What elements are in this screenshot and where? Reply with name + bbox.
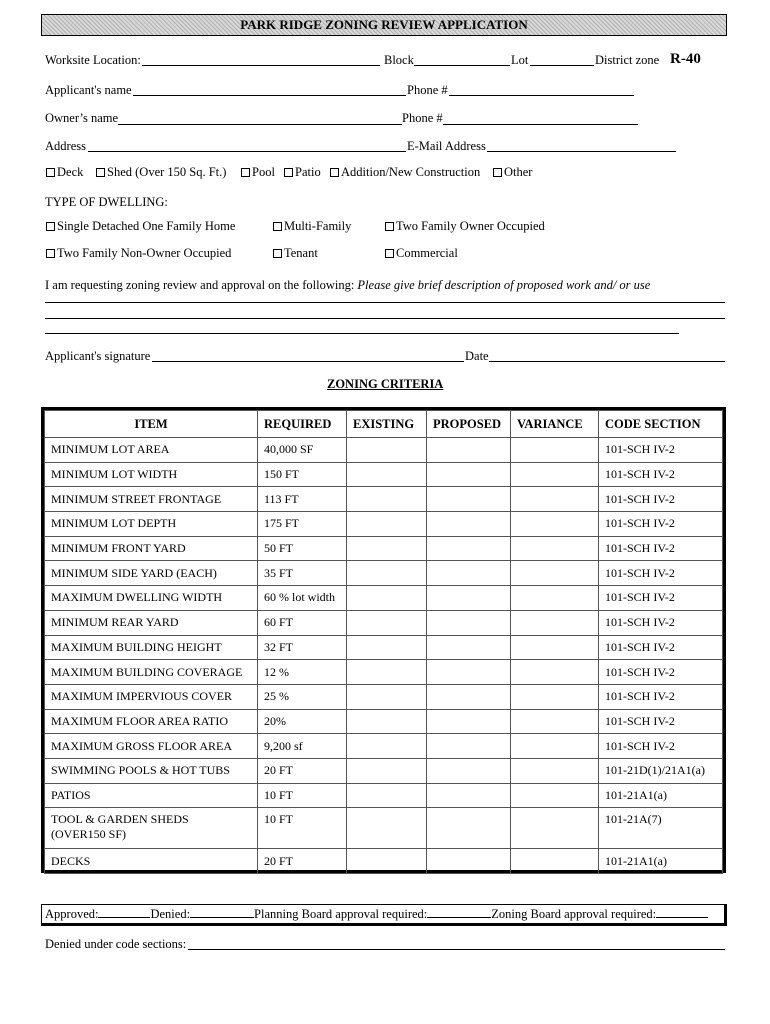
checkbox-commercial[interactable]: Commercial <box>385 246 458 261</box>
checkbox-icon <box>284 168 293 177</box>
zoning-criteria-table <box>41 407 726 873</box>
checkbox-icon <box>385 249 394 258</box>
applicant-name-field[interactable] <box>133 95 406 96</box>
checkbox-icon <box>330 168 339 177</box>
table-row <box>45 561 723 586</box>
table-row <box>45 709 723 734</box>
zoning-board-field[interactable] <box>656 906 708 918</box>
table-row <box>45 684 723 709</box>
date-label: Date <box>465 349 489 363</box>
code-section-cell: 101-SCH IV-2 <box>599 462 723 487</box>
item-cell: MINIMUM FRONT YARD <box>45 536 258 561</box>
owner-phone-field[interactable] <box>443 124 638 125</box>
variance-cell[interactable] <box>511 849 599 874</box>
proposed-cell[interactable] <box>427 610 511 635</box>
checkbox-icon <box>273 249 282 258</box>
worksite-label: Worksite Location: <box>45 53 141 67</box>
item-cell: MAXIMUM DWELLING WIDTH <box>45 586 258 611</box>
existing-cell[interactable] <box>347 512 427 537</box>
checkbox-shed[interactable]: Shed (Over 150 Sq. Ft.) <box>96 165 226 180</box>
variance-cell[interactable] <box>511 512 599 537</box>
district-zone-label: District zone <box>595 53 660 67</box>
code-section-cell: 101-SCH IV-2 <box>599 512 723 537</box>
column-header-proposed: PROPOSED <box>427 411 511 438</box>
existing-cell[interactable] <box>347 536 427 561</box>
dwelling-type-label: TYPE OF DWELLING: <box>45 195 168 209</box>
existing-cell[interactable] <box>347 635 427 660</box>
table-row <box>45 783 723 808</box>
code-section-cell: 101-SCH IV-2 <box>599 438 723 463</box>
code-section-cell: 101-SCH IV-2 <box>599 709 723 734</box>
applicant-phone-label: Phone # <box>407 83 448 97</box>
checkbox-icon <box>46 222 55 231</box>
variance-cell[interactable] <box>511 536 599 561</box>
proposed-cell[interactable] <box>427 487 511 512</box>
code-section-cell: 101-21A1(a) <box>599 783 723 808</box>
email-label: E-Mail Address <box>407 139 486 153</box>
lot-label: Lot <box>511 53 529 67</box>
table-row <box>45 635 723 660</box>
table-row <box>45 734 723 759</box>
denied-code-field[interactable] <box>188 949 725 950</box>
planning-board-label: Planning Board approval required: <box>254 907 428 921</box>
table-row <box>45 536 723 561</box>
required-cell: 20 FT <box>258 849 347 874</box>
item-cell: SWIMMING POOLS & HOT TUBS <box>45 758 258 783</box>
code-section-cell: 101-SCH IV-2 <box>599 635 723 660</box>
item-cell: MAXIMUM GROSS FLOOR AREA <box>45 734 258 759</box>
item-cell: MINIMUM LOT WIDTH <box>45 462 258 487</box>
column-header-existing: EXISTING <box>347 411 427 438</box>
date-field[interactable] <box>489 361 725 362</box>
required-cell: 113 FT <box>258 487 347 512</box>
item-cell: MAXIMUM BUILDING HEIGHT <box>45 635 258 660</box>
checkbox-pool[interactable]: Pool <box>241 165 275 180</box>
required-cell: 10 FT <box>258 783 347 808</box>
required-cell: 32 FT <box>258 635 347 660</box>
existing-cell[interactable] <box>347 586 427 611</box>
checkbox-icon <box>96 168 105 177</box>
table-row <box>45 586 723 611</box>
checkbox-icon <box>46 249 55 258</box>
request-hint: Please give brief description of proposed work and/ or use <box>357 278 651 292</box>
item-cell: MINIMUM STREET FRONTAGE <box>45 487 258 512</box>
code-section-cell: 101-SCH IV-2 <box>599 561 723 586</box>
code-section-cell: 101-SCH IV-2 <box>599 610 723 635</box>
proposed-cell[interactable] <box>427 709 511 734</box>
existing-cell[interactable] <box>347 808 427 849</box>
variance-cell[interactable] <box>511 635 599 660</box>
code-section-cell: 101-SCH IV-2 <box>599 660 723 685</box>
required-cell: 20% <box>258 709 347 734</box>
code-section-cell: 101-SCH IV-2 <box>599 734 723 759</box>
worksite-field[interactable] <box>142 65 380 66</box>
required-cell: 12 % <box>258 660 347 685</box>
item-cell: MAXIMUM IMPERVIOUS COVER <box>45 684 258 709</box>
item-cell: MINIMUM LOT DEPTH <box>45 512 258 537</box>
district-zone-value: R-40 <box>670 51 701 67</box>
required-cell: 60 % lot width <box>258 586 347 611</box>
checkbox-icon <box>273 222 282 231</box>
description-line-1[interactable] <box>45 302 725 303</box>
existing-cell[interactable] <box>347 709 427 734</box>
checkbox-single-family[interactable]: Single Detached One Family Home <box>46 219 235 234</box>
checkbox-deck[interactable]: Deck <box>46 165 83 180</box>
proposed-cell[interactable] <box>427 561 511 586</box>
variance-cell[interactable] <box>511 438 599 463</box>
code-section-cell: 101-21D(1)/21A1(a) <box>599 758 723 783</box>
address-field[interactable] <box>88 151 406 152</box>
denied-field[interactable] <box>190 906 254 918</box>
variance-cell[interactable] <box>511 684 599 709</box>
code-section-cell: 101-SCH IV-2 <box>599 487 723 512</box>
owner-name-label: Owner’s name <box>45 111 119 125</box>
checkbox-patio[interactable]: Patio <box>284 165 321 180</box>
required-cell: 35 FT <box>258 561 347 586</box>
required-cell: 10 FT <box>258 808 347 849</box>
block-field[interactable] <box>414 65 510 66</box>
required-cell: 175 FT <box>258 512 347 537</box>
column-header-variance: VARIANCE <box>511 411 599 438</box>
lot-field[interactable] <box>530 65 594 66</box>
proposed-cell[interactable] <box>427 684 511 709</box>
approved-field[interactable] <box>98 906 150 918</box>
proposed-cell[interactable] <box>427 635 511 660</box>
table-row <box>45 462 723 487</box>
signature-field[interactable] <box>152 361 464 362</box>
table-row <box>45 808 723 849</box>
existing-cell[interactable] <box>347 684 427 709</box>
variance-cell[interactable] <box>511 660 599 685</box>
proposed-cell[interactable] <box>427 438 511 463</box>
variance-cell[interactable] <box>511 462 599 487</box>
applicant-name-label: Applicant's name <box>45 83 132 97</box>
item-cell: DECKS <box>45 849 258 874</box>
denied-label: Denied: <box>150 907 191 921</box>
table-row <box>45 849 723 874</box>
table-header-row <box>45 411 723 438</box>
item-cell: MINIMUM SIDE YARD (EACH) <box>45 561 258 586</box>
existing-cell[interactable] <box>347 561 427 586</box>
table-row <box>45 512 723 537</box>
proposed-cell[interactable] <box>427 660 511 685</box>
proposed-cell[interactable] <box>427 758 511 783</box>
proposed-cell[interactable] <box>427 586 511 611</box>
owner-phone-label: Phone # <box>402 111 443 125</box>
denied-code-label: Denied under code sections: <box>45 937 187 951</box>
code-section-cell: 101-SCH IV-2 <box>599 536 723 561</box>
variance-cell[interactable] <box>511 610 599 635</box>
proposed-cell[interactable] <box>427 808 511 849</box>
item-cell: MAXIMUM FLOOR AREA RATIO <box>45 709 258 734</box>
item-cell: MINIMUM LOT AREA <box>45 438 258 463</box>
required-cell: 50 FT <box>258 536 347 561</box>
code-section-cell: 101-SCH IV-2 <box>599 586 723 611</box>
required-cell: 20 FT <box>258 758 347 783</box>
required-cell: 150 FT <box>258 462 347 487</box>
description-line-2[interactable] <box>45 318 725 319</box>
checkbox-two-family-non-owner[interactable]: Two Family Non-Owner Occupied <box>46 246 231 261</box>
proposed-cell[interactable] <box>427 734 511 759</box>
proposed-cell[interactable] <box>427 462 511 487</box>
table-row <box>45 660 723 685</box>
checkbox-icon <box>493 168 502 177</box>
checkbox-addition[interactable]: Addition/New Construction <box>330 165 480 180</box>
checkbox-icon <box>241 168 250 177</box>
checkbox-multi-family[interactable]: Multi-Family <box>273 219 351 234</box>
proposed-cell[interactable] <box>427 849 511 874</box>
item-cell: PATIOS <box>45 783 258 808</box>
existing-cell[interactable] <box>347 849 427 874</box>
zoning-board-label: Zoning Board approval required: <box>491 907 657 921</box>
variance-cell[interactable] <box>511 709 599 734</box>
code-section-cell: 101-21A1(a) <box>599 849 723 874</box>
existing-cell[interactable] <box>347 438 427 463</box>
item-cell: MAXIMUM BUILDING COVERAGE <box>45 660 258 685</box>
required-cell: 60 FT <box>258 610 347 635</box>
block-label: Block <box>384 53 414 67</box>
owner-name-field[interactable] <box>118 124 402 125</box>
table-row <box>45 758 723 783</box>
checkbox-icon <box>46 168 55 177</box>
existing-cell[interactable] <box>347 462 427 487</box>
approved-label: Approved: <box>45 907 99 921</box>
table-row <box>45 438 723 463</box>
variance-cell[interactable] <box>511 487 599 512</box>
checkbox-tenant[interactable]: Tenant <box>273 246 318 261</box>
variance-cell[interactable] <box>511 586 599 611</box>
form-title: PARK RIDGE ZONING REVIEW APPLICATION <box>41 14 727 36</box>
existing-cell[interactable] <box>347 758 427 783</box>
item-cell: TOOL & GARDEN SHEDS (OVER150 SF) <box>45 808 258 849</box>
variance-cell[interactable] <box>511 783 599 808</box>
proposed-cell[interactable] <box>427 783 511 808</box>
item-cell: MINIMUM REAR YARD <box>45 610 258 635</box>
variance-cell[interactable] <box>511 758 599 783</box>
variance-cell[interactable] <box>511 734 599 759</box>
table-row <box>45 487 723 512</box>
table-row <box>45 610 723 635</box>
existing-cell[interactable] <box>347 610 427 635</box>
address-label: Address <box>45 139 86 153</box>
code-section-cell: 101-SCH IV-2 <box>599 684 723 709</box>
variance-cell[interactable] <box>511 808 599 849</box>
proposed-cell[interactable] <box>427 536 511 561</box>
required-cell: 9,200 sf <box>258 734 347 759</box>
proposed-cell[interactable] <box>427 512 511 537</box>
checkbox-two-family-owner[interactable]: Two Family Owner Occupied <box>385 219 545 234</box>
existing-cell[interactable] <box>347 487 427 512</box>
existing-cell[interactable] <box>347 783 427 808</box>
variance-cell[interactable] <box>511 561 599 586</box>
signature-label: Applicant's signature <box>45 349 151 363</box>
column-header-item: ITEM <box>45 411 258 438</box>
required-cell: 25 % <box>258 684 347 709</box>
applicant-phone-field[interactable] <box>449 95 634 96</box>
column-header-code-section: CODE SECTION <box>599 411 723 438</box>
existing-cell[interactable] <box>347 734 427 759</box>
code-section-cell: 101-21A(7) <box>599 808 723 849</box>
description-line-3[interactable] <box>45 333 679 334</box>
column-header-required: REQUIRED <box>258 411 347 438</box>
checkbox-icon <box>385 222 394 231</box>
request-text: I am requesting zoning review and approval on the following: Please give brief description of proposed work and/ or use <box>45 278 651 292</box>
email-field[interactable] <box>487 151 676 152</box>
existing-cell[interactable] <box>347 660 427 685</box>
approval-box <box>41 904 727 926</box>
checkbox-other[interactable]: Other <box>493 165 532 180</box>
required-cell: 40,000 SF <box>258 438 347 463</box>
zoning-criteria-heading: ZONING CRITERIA <box>327 377 444 391</box>
planning-board-field[interactable] <box>427 906 491 918</box>
